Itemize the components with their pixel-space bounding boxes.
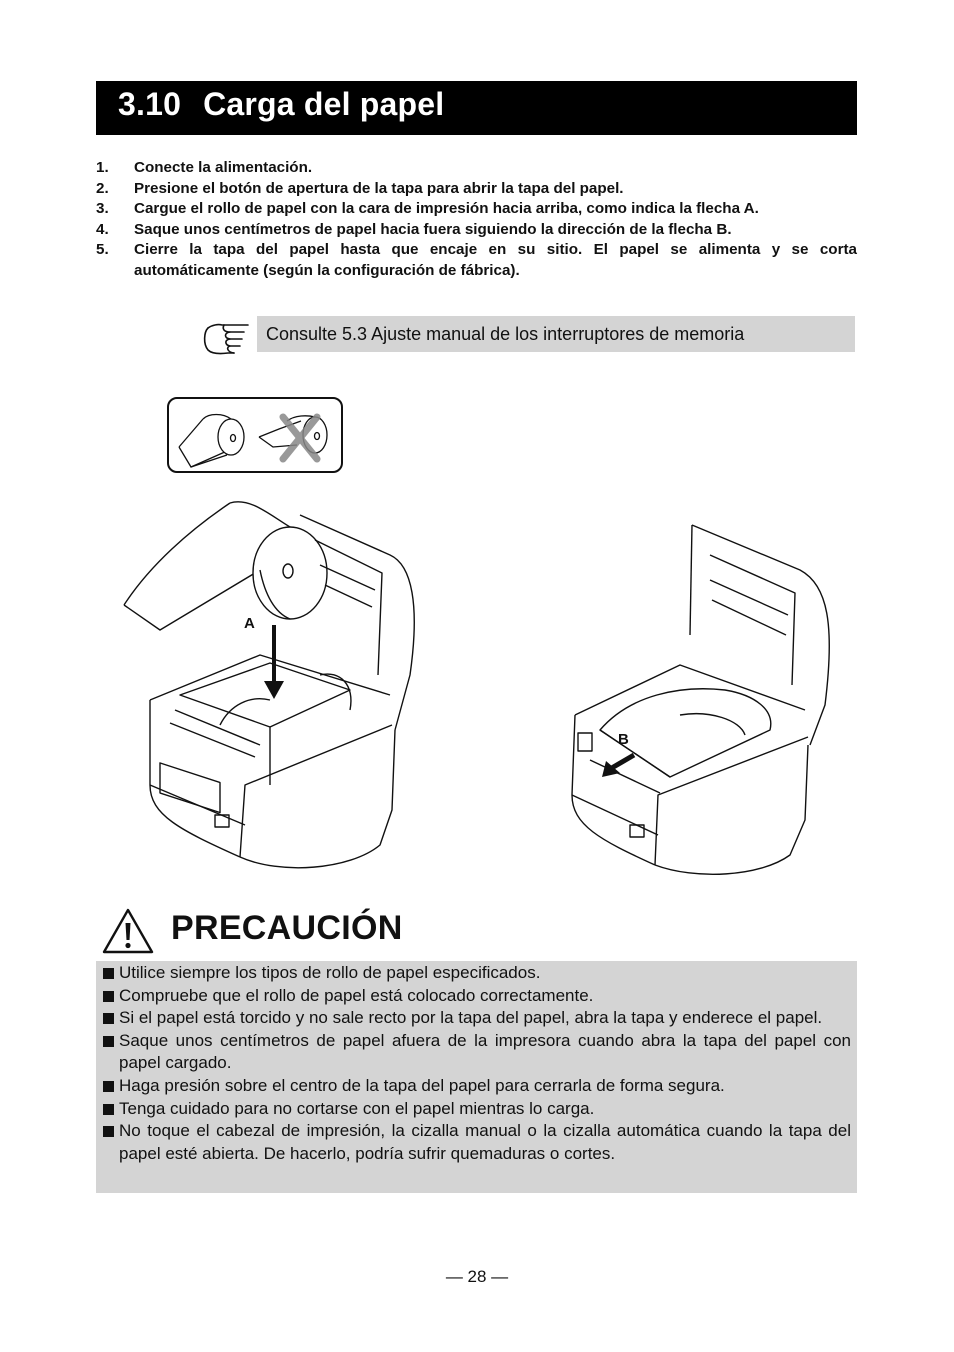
step-text: Presione el botón de apertura de la tapa para abrir la tapa del papel. bbox=[134, 179, 624, 197]
caution-item-text: Si el papel está torcido y no sale recto por la tapa del papel, abra la tapa y enderece el papel. bbox=[119, 1008, 823, 1028]
caution-item-text: Tenga cuidado para no cortarse con el papel mientras lo carga. bbox=[119, 1098, 595, 1118]
caution-item bbox=[102, 1030, 851, 1075]
roll-orientation-inset bbox=[167, 397, 343, 473]
bullet-square-icon bbox=[103, 1081, 114, 1092]
section-title-bar bbox=[96, 81, 857, 135]
caution-item-text: No toque el cabezal de impresión, la cizalla manual o la cizalla automática cuando la tapa del papel esté abierta. De hacerlo, podría sufrir quemaduras o cortes. bbox=[119, 1121, 851, 1163]
printer-loading-illustration bbox=[120, 495, 420, 880]
section-title bbox=[118, 86, 444, 123]
step-number: 2. bbox=[96, 179, 109, 197]
steps-list bbox=[96, 158, 857, 281]
caution-heading: PRECAUCIÓN bbox=[171, 909, 403, 947]
caution-item-text: Utilice siempre los tipos de rollo de papel especificados. bbox=[119, 963, 541, 982]
step-number: 1. bbox=[96, 159, 109, 176]
bullet-square-icon bbox=[103, 991, 114, 1002]
pointing-hand-icon bbox=[200, 316, 254, 356]
arrow-b-label: B bbox=[618, 731, 629, 748]
caution-item-text: Compruebe que el rollo de papel está colocado correctamente. bbox=[119, 985, 594, 1005]
caution-item bbox=[102, 962, 851, 985]
arrow-a-label: A bbox=[244, 615, 255, 632]
warning-triangle-icon bbox=[101, 907, 155, 955]
caution-item bbox=[102, 1075, 851, 1098]
bullet-square-icon bbox=[103, 1036, 114, 1047]
step-item bbox=[96, 220, 857, 241]
step-item bbox=[96, 240, 857, 281]
bullet-square-icon bbox=[103, 968, 114, 979]
roll-orientation-drawing bbox=[169, 399, 341, 471]
caution-item-text: Saque unos centímetros de papel afuera de la impresora cuando abra la tapa del papel con papel cargado. bbox=[119, 1030, 851, 1073]
caution-box bbox=[96, 961, 857, 1193]
page-number: — 28 — bbox=[445, 1267, 509, 1286]
caution-item bbox=[102, 1007, 851, 1030]
step-number: 5. bbox=[96, 241, 109, 258]
step-text: Saque unos centímetros de papel hacia fuera siguiendo la dirección de la flecha B. bbox=[134, 220, 732, 238]
section-title-text: Carga del papel bbox=[203, 86, 445, 122]
step-text: Cierre la tapa del papel hasta que encaje en su sitio. El papel se alimenta y se corta automáticamente (según la configuración de fábrica). bbox=[134, 241, 857, 279]
printer-paper-feed-illustration bbox=[560, 515, 860, 880]
bullet-square-icon bbox=[103, 1104, 114, 1115]
caution-item-text: Haga presión sobre el centro de la tapa del papel para cerrarla de forma segura. bbox=[119, 1075, 725, 1095]
bullet-square-icon bbox=[103, 1126, 114, 1137]
caution-item bbox=[102, 1120, 851, 1165]
reference-text: Consulte 5.3 Ajuste manual de los interruptores de memoria bbox=[257, 316, 855, 352]
step-item bbox=[96, 179, 857, 200]
step-number: 3. bbox=[96, 200, 109, 217]
step-text: Cargue el rollo de papel con la cara de impresión hacia arriba, como indica la flecha A. bbox=[134, 200, 759, 217]
caution-item bbox=[102, 985, 851, 1008]
caution-list bbox=[102, 962, 851, 1165]
step-item bbox=[96, 199, 857, 220]
step-number: 4. bbox=[96, 220, 109, 238]
step-text: Conecte la alimentación. bbox=[134, 159, 313, 176]
caution-item bbox=[102, 1098, 851, 1121]
bullet-square-icon bbox=[103, 1013, 114, 1024]
step-item bbox=[96, 158, 857, 179]
section-number: 3.10 bbox=[118, 86, 182, 122]
